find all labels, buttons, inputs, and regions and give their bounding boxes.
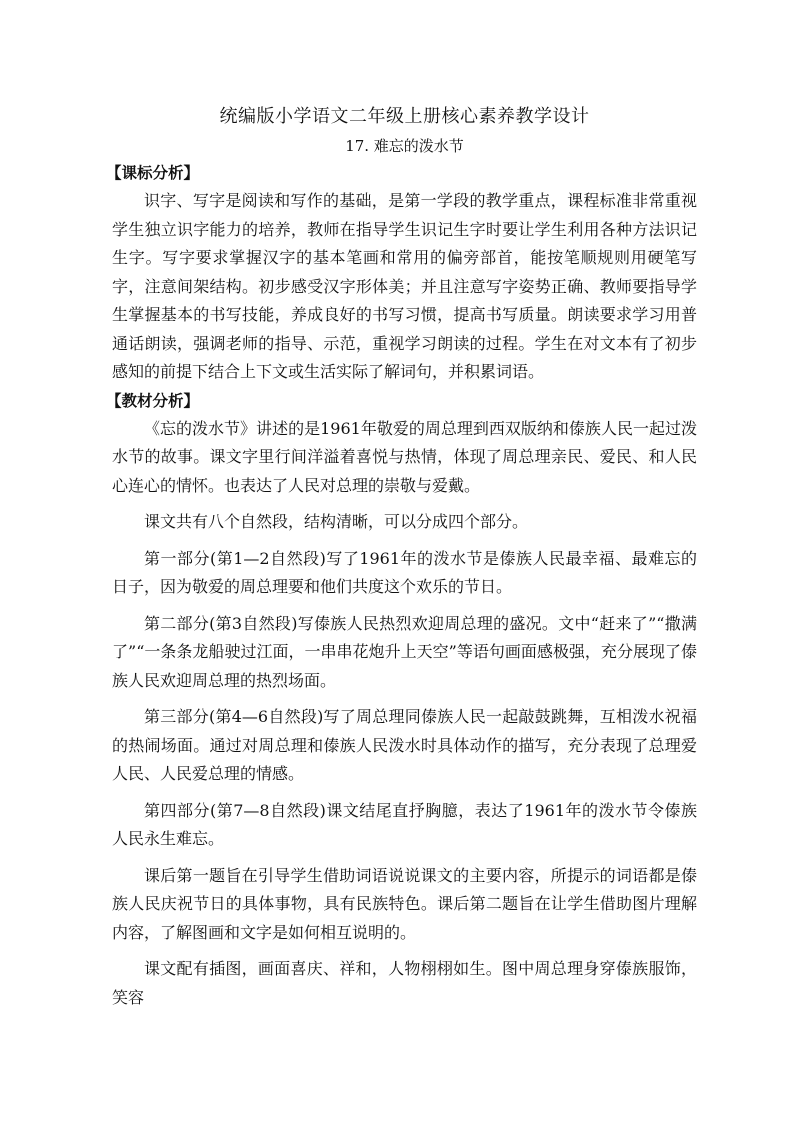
paragraph: 课后第一题旨在引导学生借助词语说说课文的主要内容，所提示的词语都是傣族人民庆祝节日的具体事物，具有民族特色。课后第二题旨在让学生借助图片理解内容，了解图画和文字是如何相互说明的。 [112,865,697,942]
lesson-title: 17. 难忘的泼水节 [345,137,464,155]
paragraph: 第一部分(第1—2自然段)写了1961年的泼水节是傣族人民最幸福、最难忘的日子，因为敬爱的周总理要和他们共度这个欢乐的节日。 [112,548,697,596]
section-textbook-analysis [106,387,697,1013]
document-body [106,104,697,1012]
paragraph: 第三部分(第4—6自然段)写了周总理同傣族人民一起敲鼓跳舞，互相泼水祝福的热闹场面。通过对周总理和傣族人民泼水时具体动作的描写，充分表现了总理爱人民、人民爱总理的情感。 [112,707,697,783]
section-heading-standard: 【课标分析】 [106,164,200,182]
section-heading-textbook: 【教材分析】 [106,391,200,410]
paragraph: 《忘的泼水节》讲述的是1961年敬爱的周总理到西双版纳和傣族人民一起过泼水节的故事。课文字里行间洋溢着喜悦与热情，体现了周总理亲民、爱民、和人民心连心的情怀。也表达了人民对总理的崇敬与爱戴。 [112,418,697,495]
paragraph: 第四部分(第7—8自然段)课文结尾直抒胸臆，表达了1961年的泼水节令傣族人民永生难忘。 [112,800,697,848]
document-title: 统编版小学语文二年级上册核心素养教学设计 [219,106,590,127]
paragraph: 识字、写字是阅读和写作的基础，是第一学段的教学重点，课程标准非常重视学生独立识字能力的培养，教师在指导学生识记生字时要让学生利用各种方法识记生字。写字要求掌握汉字的基本笔画和常用的偏旁部首，能按笔顺规则用硬笔写字，注意间架结构。初步感受汉字形体美；并且注意写字姿势正确、教师要指导学生掌握基本的书写技能，养成良好的书写习惯，提高书写质量。朗读要求学习用普通话朗读，强调老师的指导、示范，重视学习朗读的过程。学生在对文本有了初步感知的前提下结合上下文或生活实际了解词句，并积累词语。 [112,191,697,381]
paragraph: 第二部分(第3自然段)写傣族人民热烈欢迎周总理的盛况。文中“赶来了”“撒满了”“一条条龙船驶过江面，一串串花炮升上天空”等语句画面感极强，充分展现了傣族人民欢迎周总理的热烈场面。 [112,613,697,690]
section-standard-analysis [106,159,697,387]
paragraph: 课文配有插图，画面喜庆、祥和，人物栩栩如生。图中周总理身穿傣族服饰，笑容 [112,959,697,1007]
paragraph: 课文共有八个自然段，结构清晰，可以分成四个部分。 [144,512,529,531]
